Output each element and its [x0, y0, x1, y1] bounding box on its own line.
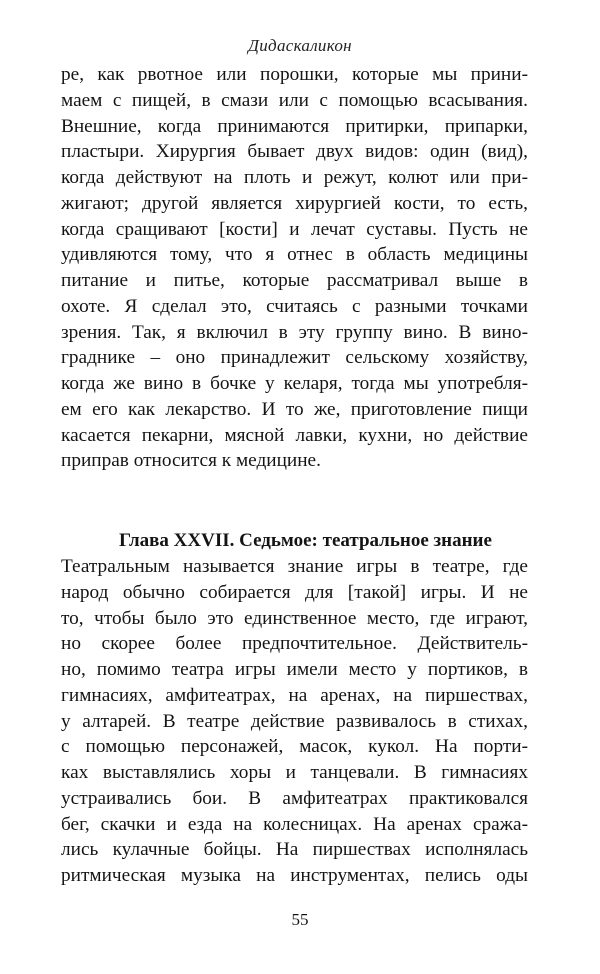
text-line: бег, скачки и езда на колесницах. На аренах сража-: [61, 813, 528, 835]
text-line: пластыри. Хирургия бывает двух видов: один (вид),: [61, 141, 528, 163]
text-line: касается пекарни, мясной лавки, кухни, но действие: [61, 424, 528, 446]
text-line: питание и питье, которые рассматривал выше в: [61, 270, 528, 291]
text-line: устраивались бои. В амфитеатрах практиковался: [61, 787, 528, 809]
text-line: жигают; другой является хирургией кости, то есть,: [61, 192, 528, 214]
text-line: народ обычно собирается для [такой] игры. И не: [61, 581, 528, 603]
text-line: с помощью персонажей, масок, кукол. На порти-: [61, 736, 528, 758]
text-line: Внешние, когда принимаются притирки, припарки,: [61, 115, 528, 137]
paragraph-1: [61, 62, 528, 474]
text-line: маем с пищей, в смази или с помощью всасывания.: [61, 89, 528, 111]
text-line: но скорее более предпочтительное. Действитель-: [61, 633, 528, 655]
text-line: граднике – оно принадлежит сельскому хозяйству,: [61, 347, 528, 369]
text-line: гимнасиях, амфитеатрах, на аренах, на пиршествах,: [61, 684, 528, 706]
text-line: у алтарей. В театре действие развивалось в стихах,: [61, 710, 528, 732]
text-line: ках выставлялись хоры и танцевали. В гимнасиях: [61, 762, 528, 783]
text-line: удивляются тому, что я отнес в область медицины: [61, 244, 528, 266]
text-line: то, чтобы было это единственное место, где играют,: [61, 607, 528, 629]
text-line: ем его как лекарство. И то же, приготовление пищи: [61, 398, 528, 420]
paragraph-2: [61, 554, 528, 889]
chapter-heading: Глава XXVII. Седьмое: театральное знание: [119, 530, 492, 551]
text-line: когда действуют на плоть и режут, колют или при-: [61, 167, 528, 188]
text-line: охоте. Я сделал это, считаясь с разными точками: [61, 295, 528, 317]
text-line: зрения. Так, я включил в эту группу вино. В вино-: [61, 321, 528, 343]
page-number: 55: [291, 910, 309, 929]
text-line: приправ относится к медицине.: [61, 450, 321, 472]
text-line: ритмическая музыка на инструментах, пелись оды: [61, 865, 528, 886]
text-line: ре, как рвотное или порошки, которые мы прини-: [61, 64, 528, 85]
text-line: лись кулачные бойцы. На пиршествах исполнялась: [61, 839, 528, 861]
text-line: но, помимо театра игры имели место у портиков, в: [61, 659, 528, 680]
text-line: когда сращивают [кости] и лечат суставы. Пусть не: [61, 218, 528, 240]
running-head: Дидаскаликон: [248, 36, 352, 55]
text-line: когда же вино в бочке у келаря, тогда мы употребля-: [61, 373, 528, 394]
text-line: Театральным называется знание игры в театре, где: [61, 556, 528, 577]
